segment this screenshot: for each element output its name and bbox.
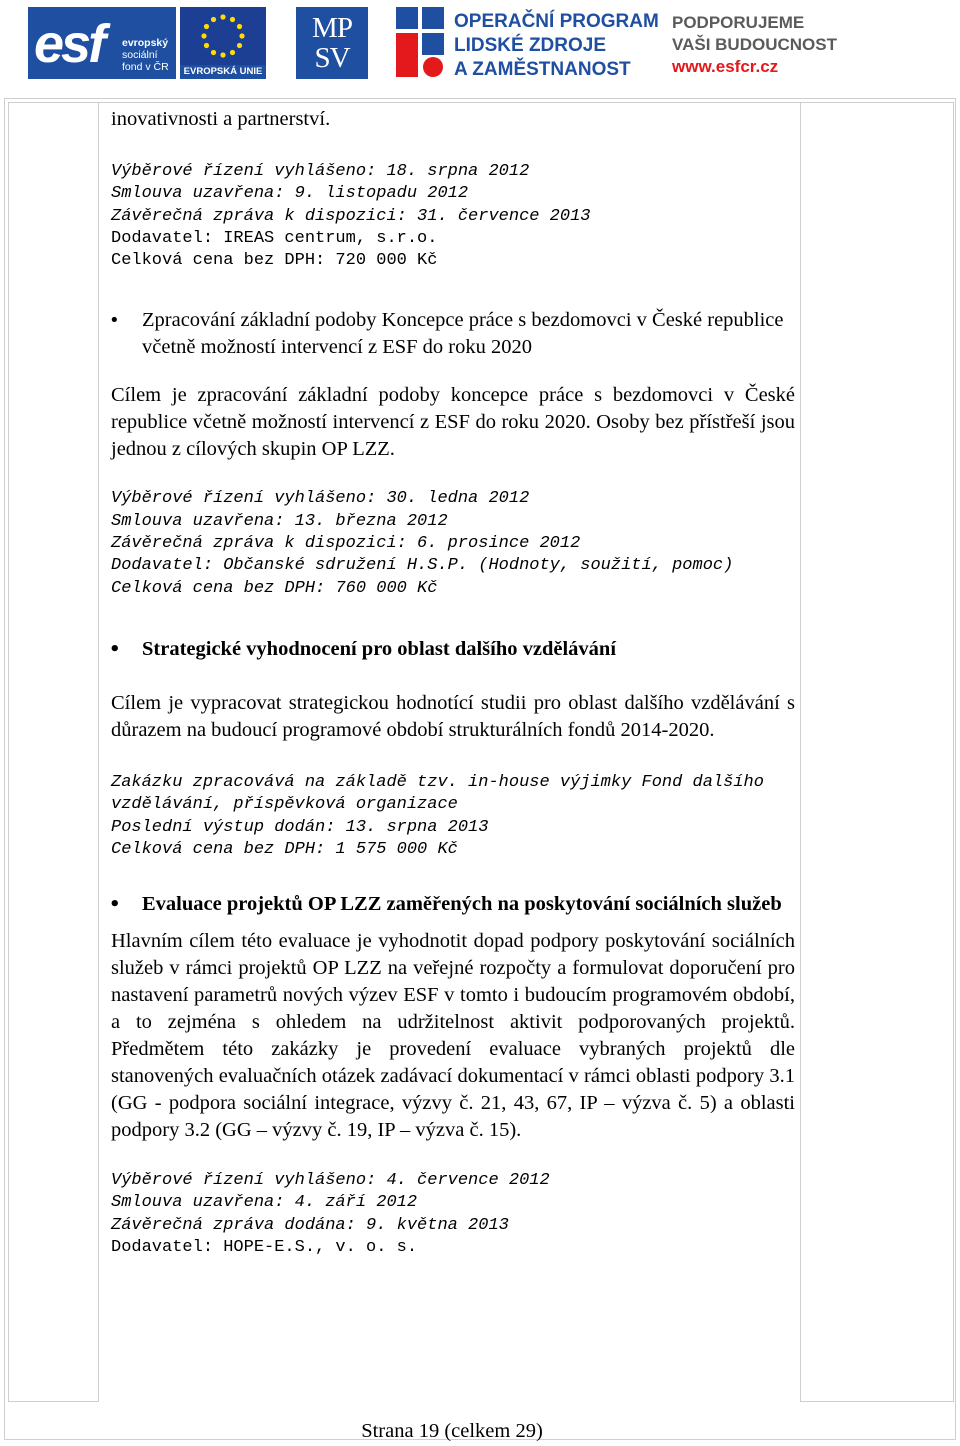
page-number: Strana 19 (celkem 29) (361, 1420, 543, 1442)
op-line1: OPERAČNÍ PROGRAM (454, 11, 659, 32)
block4-title: • Evaluace projektů OP LZZ zaměřených na poskytování sociálních služeb (111, 891, 795, 918)
esf-line2: sociální (122, 49, 158, 61)
op-lzz-title (454, 10, 659, 82)
block4-desc: Hlavním cílem této evaluace je vyhodnotit dopad podpory poskytování sociálních služeb v rámci projektů OP LZZ na veřejné rozpočty a formulovat doporučení pro nastavení parametrů nových výzev ESF v tomto i budoucím programovém období, a to zejména s ohledem na udržitelnost aktivit podporovaných projektů. Předmětem této zakázky je provedení evaluace vybraných projektů dle stanovených evaluačních otázek zadávací dokumentací v rámci oblasti podpory 3.1 (GG - podpora sociální integrace, výzvy č. 21, 43, 67, IP – výzva č. 5) a oblasti podpory 3.2 (GG – výzvy č. 19, IP – výzva č. 15). (111, 930, 795, 1142)
meta-line: Dodavatel: Občanské sdružení H.S.P. (Hodnoty, soužití, pomoc) (111, 556, 734, 576)
intro-tail: inovativnosti a partnerství. (111, 108, 331, 130)
slogan-line1: PODPORUJEME (672, 13, 805, 32)
eu-label: EVROPSKÁ UNIE (180, 65, 266, 79)
block4-meta (111, 1170, 795, 1259)
meta-line: Smlouva uzavřena: 9. listopadu 2012 (111, 184, 469, 204)
block1-meta (111, 161, 795, 272)
op-line2: LIDSKÉ ZDROJE (454, 35, 607, 56)
op-lzz-icon (396, 7, 448, 79)
meta-line: Celková cena bez DPH: 720 000 Kč (111, 251, 438, 271)
eu-flag-icon (180, 7, 266, 65)
esf-line1: evropský (122, 37, 169, 49)
esf-line3: fond v ČR (122, 61, 169, 73)
meta-line: Smlouva uzavřena: 13. března 2012 (111, 511, 448, 531)
mpsv-logo (296, 7, 368, 79)
meta-line: Výběrové řízení vyhlášeno: 4. července 2012 (111, 1171, 550, 1191)
esf-url-link[interactable]: www.esfcr.cz (672, 57, 779, 76)
slogan-line2: VAŠI BUDOUCNOST (672, 35, 837, 54)
meta-line: Výběrové řízení vyhlášeno: 18. srpna 2012 (111, 162, 530, 181)
mpsv-line1: MP (312, 12, 352, 44)
meta-line: Zakázku zpracovává na základě tzv. in-house výjimky Fond dalšího vzdělávání, příspěvková organizace (111, 772, 775, 815)
logo-header (0, 0, 960, 92)
meta-line: Závěrečná zpráva dodána: 9. května 2013 (111, 1215, 509, 1235)
meta-line: Závěrečná zpráva k dispozici: 6. prosince 2012 (111, 534, 581, 554)
meta-line: Výběrové řízení vyhlášeno: 30. ledna 2012 (111, 489, 530, 509)
right-margin-column (800, 102, 954, 1402)
esf-mark: esf (34, 14, 104, 74)
left-margin-column (8, 102, 99, 1402)
meta-line: Celková cena bez DPH: 760 000 Kč (111, 578, 438, 598)
slogan (672, 12, 837, 78)
meta-line: Poslední výstup dodán: 13. srpna 2013 (111, 817, 489, 837)
mpsv-line2: SV (314, 42, 350, 74)
block3-desc: Cílem je vypracovat strategickou hodnotící studii pro oblast dalšího vzdělávání s důrazem na budoucí programové období strukturálních fondů 2014-2020. (111, 691, 795, 741)
meta-line: Dodavatel: HOPE-E.S., v. o. s. (111, 1238, 418, 1258)
block2-meta (111, 488, 795, 599)
esf-logo (28, 7, 176, 79)
block2-desc: Cílem je zpracování základní podoby koncepce práce s bezdomovci v České republice včetně možností intervencí z ESF do roku 2020. Osoby bez přístřeší jsou jednou z cílových skupin OP LZZ. (111, 384, 795, 461)
block3-meta (111, 772, 795, 861)
block3-title: • Strategické vyhodnocení pro oblast dalšího vzdělávání (111, 636, 795, 663)
block2-title: • Zpracování základní podoby Koncepce práce s bezdomovci v České republice včetně možností intervencí z ESF do roku 2020 (111, 307, 795, 361)
eu-logo (180, 7, 266, 79)
op-line3: A ZAMĚSTNANOST (454, 59, 631, 80)
document-body (111, 106, 795, 1259)
meta-line: Dodavatel: IREAS centrum, s.r.o. (111, 228, 438, 248)
meta-line: Smlouva uzavřena: 4. září 2012 (111, 1193, 418, 1213)
meta-line: Závěrečná zpráva k dispozici: 31. července 2013 (111, 206, 591, 226)
meta-line: Celková cena bez DPH: 1 575 000 Kč (111, 839, 458, 859)
